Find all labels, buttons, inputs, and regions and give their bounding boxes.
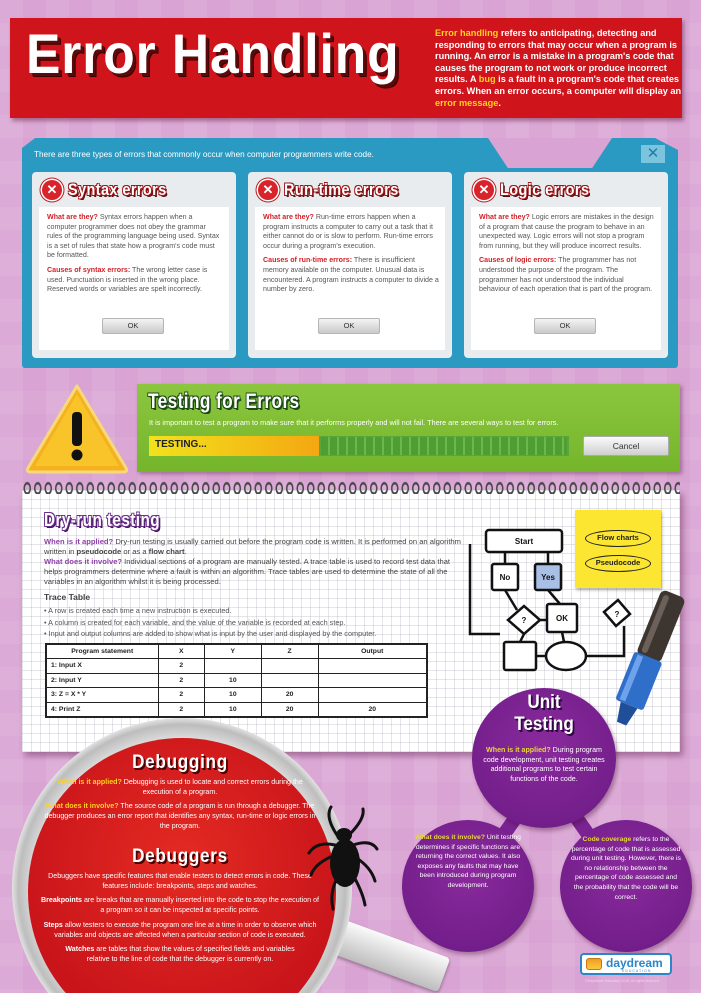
progress-bar (149, 436, 569, 456)
when-label: When is it applied? (44, 537, 114, 546)
error-x-icon: ✕ (42, 180, 62, 200)
header-text-3: . (498, 97, 501, 108)
header-description (435, 28, 685, 109)
unit-involve-text (412, 833, 524, 891)
term-error-message: error message (435, 97, 499, 108)
causes-text: The programmer has not understood the purpose of the program. The programmer has not understood the individual behaviour of each operation that is part of the program. (479, 256, 653, 294)
what-text: Syntax errors happen when a computer programmer does not obey the grammar rules of the programming language being used. Syntax is a set of rules that state how a program's code must be formatted. (47, 213, 220, 260)
breakpoints-label: Breakpoints (41, 896, 82, 905)
cell (261, 673, 318, 688)
when-text-1: Dry-run testing is usually carried out before the program code is written. It is performed on an algorithm written in (44, 537, 461, 556)
logo-icon (586, 958, 602, 970)
close-icon[interactable]: ✕ (641, 145, 665, 163)
when-bold-1: pseudocode (76, 547, 122, 556)
when-label: When is it applied? (57, 778, 122, 786)
involve-label: What does it involve? (45, 802, 119, 811)
term-error-handling: Error handling (435, 28, 499, 38)
debuggers-title: Debuggers (132, 846, 228, 867)
unit-when (478, 746, 610, 784)
cell: 10 (204, 702, 261, 717)
trace-table (45, 643, 428, 718)
causes-text: There is insufficient memory available on the computer. Unusual data is encountered. A program instructs a computer to divide a number by zero. (263, 256, 439, 294)
card-title: Logic errors (500, 180, 590, 199)
flow-no: No (499, 573, 511, 582)
when-text-3: . (184, 547, 187, 556)
cell: 20 (318, 702, 427, 717)
what-text: Logic errors are mistakes in the design of a program that cause the program to behave in an unexpected way. Logic errors will not stop a program from running, but they will produce incorrect results. (479, 213, 654, 250)
cell (204, 659, 261, 674)
daydream-logo (580, 953, 672, 975)
marker-pen-icon (595, 588, 695, 738)
dry-run-title: Dry-run testing (44, 510, 161, 530)
involve-label: What does it involve? (44, 557, 123, 566)
sticky-flow-charts: Flow charts (585, 530, 651, 547)
involve-text: Unit testing determines if specific functions are returning the correct values. It also exposes any faults that may have been introduced during program development. (415, 834, 521, 889)
causes-text: The wrong letter case is used. Punctuation is inserted in the wrong place. Reserved words or variables are spelt incorrectly. (47, 265, 208, 294)
coverage-text: refers to the percentage of code that is assessed during unit testing. However, there is no relationship between the percentage of code assessed and the probability that the code will be correct. (571, 836, 681, 901)
flow-q2: ? (614, 610, 620, 619)
unit-title-1: Unit (527, 692, 561, 713)
cell (318, 673, 427, 688)
cell: 3: Z = X * Y (46, 688, 158, 703)
cell: 1: Input X (46, 659, 158, 674)
cancel-button[interactable]: Cancel (583, 436, 669, 456)
card-logic-errors (464, 172, 668, 358)
unit-testing-title (479, 692, 609, 736)
col-header: Output (318, 644, 427, 659)
what-label: What are they? (263, 213, 314, 221)
bullet-item: • A column is created for each variable, and the value of the variable is recorded at each step. (44, 617, 346, 627)
debugging-title: Debugging (132, 752, 228, 773)
code-coverage-text (570, 835, 682, 902)
error-x-icon: ✕ (474, 180, 494, 200)
ok-button[interactable]: OK (534, 318, 596, 334)
cell: 2: Input Y (46, 673, 158, 688)
dialog-intro: There are three types of errors that commonly occur when computer programmers write code. (34, 150, 374, 159)
cell: 20 (261, 688, 318, 703)
card-title: Run-time errors (284, 180, 399, 199)
sticky-pseudocode: Pseudocode (585, 555, 651, 572)
table-row (46, 659, 427, 674)
col-header: Program statement (46, 644, 158, 659)
card-syntax-errors (32, 172, 236, 358)
causes-label: Causes of syntax errors: (47, 265, 131, 274)
involve-label: What does it involve? (415, 834, 485, 841)
cell: 2 (158, 659, 204, 674)
term-bug: bug (478, 74, 496, 85)
watches-label: Watches (65, 945, 95, 954)
cell: 4: Print Z (46, 702, 158, 717)
table-row (46, 673, 427, 688)
window-notch (488, 138, 612, 168)
bug-icon (305, 805, 385, 915)
table-header-row (46, 644, 427, 659)
flow-ok: OK (556, 614, 568, 623)
when-text-2: or as a (121, 547, 149, 556)
causes-label: Causes of run-time errors: (263, 256, 353, 265)
unit-title-2: Testing (514, 714, 574, 735)
cell: 2 (158, 688, 204, 703)
watches-text: are tables that show the values of specified fields and variables relative to the line of code that the debugger is currently on. (86, 945, 295, 963)
causes-label: Causes of logic errors: (479, 256, 557, 265)
ok-button[interactable]: OK (102, 318, 164, 334)
steps-label: Steps (43, 920, 63, 929)
flow-start: Start (514, 537, 534, 546)
cell: 20 (261, 702, 318, 717)
sticky-note (575, 510, 661, 588)
header-text-1: refers to anticipating, detecting and responding to errors that may occur when a program is running. An error is a mistake in a program's code that causes the program to not work or produce incorrect results. A (435, 28, 677, 85)
trace-bullets (44, 605, 464, 640)
cell (318, 659, 427, 674)
coverage-label: Code coverage (582, 836, 632, 843)
card-run-time-errors (248, 172, 452, 358)
involve-text: Individual sections of a program are manually tested. A trace table is used to record test data that helps programmers determine where a fault is within an algorithm. Trace tables are used to determine the state of all the variables in an algorithm whilst it is being processed. (44, 557, 451, 586)
progress-remaining (321, 437, 567, 455)
what-text: Run-time errors happen when a program instructs a computer to carry out a task that it either cannot do or is slow to perform. Run-time errors occur during a program's execution. (263, 213, 433, 250)
debuggers-body (40, 872, 320, 970)
flow-yes: Yes (541, 573, 555, 582)
when-text: During program code development, unit testing creates additional programs to test certain functions of the code. (483, 746, 605, 783)
cell (318, 688, 427, 703)
cell (261, 659, 318, 674)
logo-subtext: EDUCATION (622, 969, 652, 973)
table-row (46, 688, 427, 703)
copyright: ©Daydream Education 2018. All rights reserved. (585, 979, 660, 983)
table-row (46, 702, 427, 717)
cell: 2 (158, 702, 204, 717)
testing-description: It is important to test a program to make sure that it performs properly and will not fail. There are several ways to test for errors. (149, 418, 559, 427)
col-header: X (158, 644, 204, 659)
flow-q1: ? (521, 616, 527, 625)
debuggers-intro: Debuggers have specific features that enable testers to detect errors in code. These features include: breakpoints, steps and watches. (48, 872, 312, 890)
cell: 10 (204, 673, 261, 688)
progress-label: TESTING... (155, 439, 207, 450)
trace-table-title: Trace Table (44, 592, 91, 602)
dry-run-body (44, 537, 462, 587)
when-bold-2: flow chart (148, 547, 185, 556)
header-text-2: is a fault in a program's code that creates errors. When an error occurs, a computer will display an (435, 74, 682, 96)
bullet-item: • Input and output columns are added to show what is input by the user and displayed by the computer. (44, 629, 377, 639)
error-x-icon: ✕ (258, 180, 278, 200)
cell: 10 (204, 688, 261, 703)
when-text: Debugging is used to locate and correct errors during the execution of a program. (121, 778, 303, 796)
what-label: What are they? (479, 213, 530, 221)
page-title: Error Handling (26, 22, 400, 85)
what-label: What are they? (47, 213, 98, 221)
testing-title: Testing for Errors (148, 390, 300, 413)
bullet-item: • A row is created each time a new instruction is executed. (44, 606, 232, 615)
col-header: Z (261, 644, 318, 659)
when-label: When is it applied? (486, 746, 551, 754)
cell: 2 (158, 673, 204, 688)
notebook-spiral (22, 480, 680, 494)
involve-text: The source code of a program is run through a debugger. The debugger produces an error report that identifies any syntax, run-time or logic errors in the program. (44, 802, 316, 830)
card-title: Syntax errors (68, 180, 167, 199)
warning-icon (24, 382, 130, 474)
logo-text: daydream (606, 956, 663, 970)
debugging-body (44, 778, 316, 837)
col-header: Y (204, 644, 261, 659)
breakpoints-text: are breaks that are manually inserted into the code to stop the execution of a program so it can be inspected at specific points. (82, 896, 319, 915)
steps-text: allow testers to execute the program one line at a time in order to observe which variables and objects are affected when a particular section of code is executed. (54, 920, 317, 939)
ok-button[interactable]: OK (318, 318, 380, 334)
